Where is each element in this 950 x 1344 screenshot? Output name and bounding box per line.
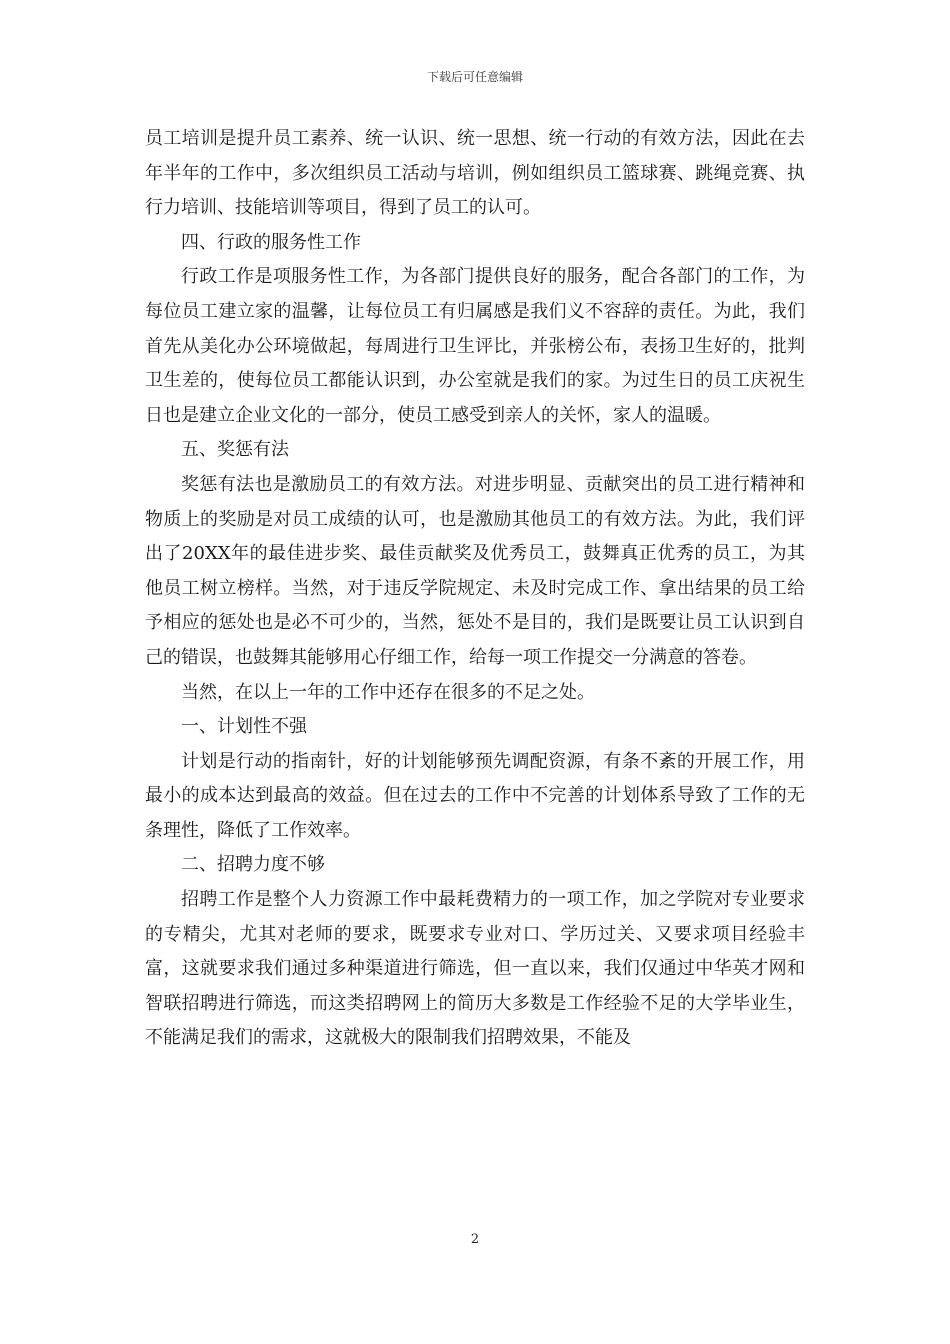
paragraph-recruiting: 招聘工作是整个人力资源工作中最耗费精力的一项工作，加之学院对专业要求的专精尖，尤其对老师的要求，既要求专业对口、学历过关、又要求项目经验丰富，这就要求我们通过多种渠道进行筛选，但一直以来，我们仅通过中华英才网和智联招聘进行筛选，而这类招聘网上的简历大多数是工作经验不足的大学毕业生，不能满足我们的需求，这就极大的限制我们招聘效果，不能及	[145, 889, 805, 1049]
paragraph-shortcomings: 当然，在以上一年的工作中还存在很多的不足之处。	[181, 681, 595, 703]
page-header: 下载后可任意编辑	[426, 70, 523, 84]
heading-rewards: 五、奖惩有法	[181, 439, 289, 461]
page-number: 2	[470, 1232, 480, 1247]
paragraph-rewards: 奖惩有法也是激励员工的有效方法。对进步明显、贡献突出的员工进行精神和物质上的奖励是对员工成绩的认可，也是激励其他员工的有效方法。为此，我们评出了20XX年的最佳进步奖、最佳贡献奖及优秀员工，鼓舞真正优秀的员工，为其他员工树立榜样。当然，对于违反学院规定、未及时完成工作、拿出结果的员工给予相应的惩处也是必不可少的，当然，惩处不是目的，我们是既要让员工认识到自己的错误，也鼓舞其能够用心仔细工作，给每一项工作提交一分满意的答卷。	[145, 473, 805, 668]
paragraph-training: 员工培训是提升员工素养、统一认识、统一思想、统一行动的有效方法，因此在去年半年的工作中，多次组织员工活动与培训，例如组织员工篮球赛、跳绳竞赛、执行力培训、技能培训等项目，得到了员工的认可。	[145, 128, 805, 219]
heading-admin-service: 四、行政的服务性工作	[181, 231, 361, 253]
document-body	[145, 122, 805, 1056]
paragraph-admin-service: 行政工作是项服务性工作，为各部门提供良好的服务，配合各部门的工作，为每位员工建立家的温馨，让每位员工有归属感是我们义不容辞的责任。为此，我们首先从美化办公环境做起，每周进行卫生评比，并张榜公布，表扬卫生好的，批判卫生差的，使每位员工都能认识到，办公室就是我们的家。为过生日的员工庆祝生日也是建立企业文化的一部分，使员工感受到亲人的关怀，家人的温暖。	[145, 266, 805, 426]
heading-recruiting: 二、招聘力度不够	[181, 854, 325, 876]
heading-planning: 一、计划性不强	[181, 716, 307, 738]
paragraph-planning: 计划是行动的指南针，好的计划能够预先调配资源，有条不紊的开展工作，用最小的成本达到最高的效益。但在过去的工作中不完善的计划体系导致了工作的无条理性，降低了工作效率。	[145, 750, 805, 841]
